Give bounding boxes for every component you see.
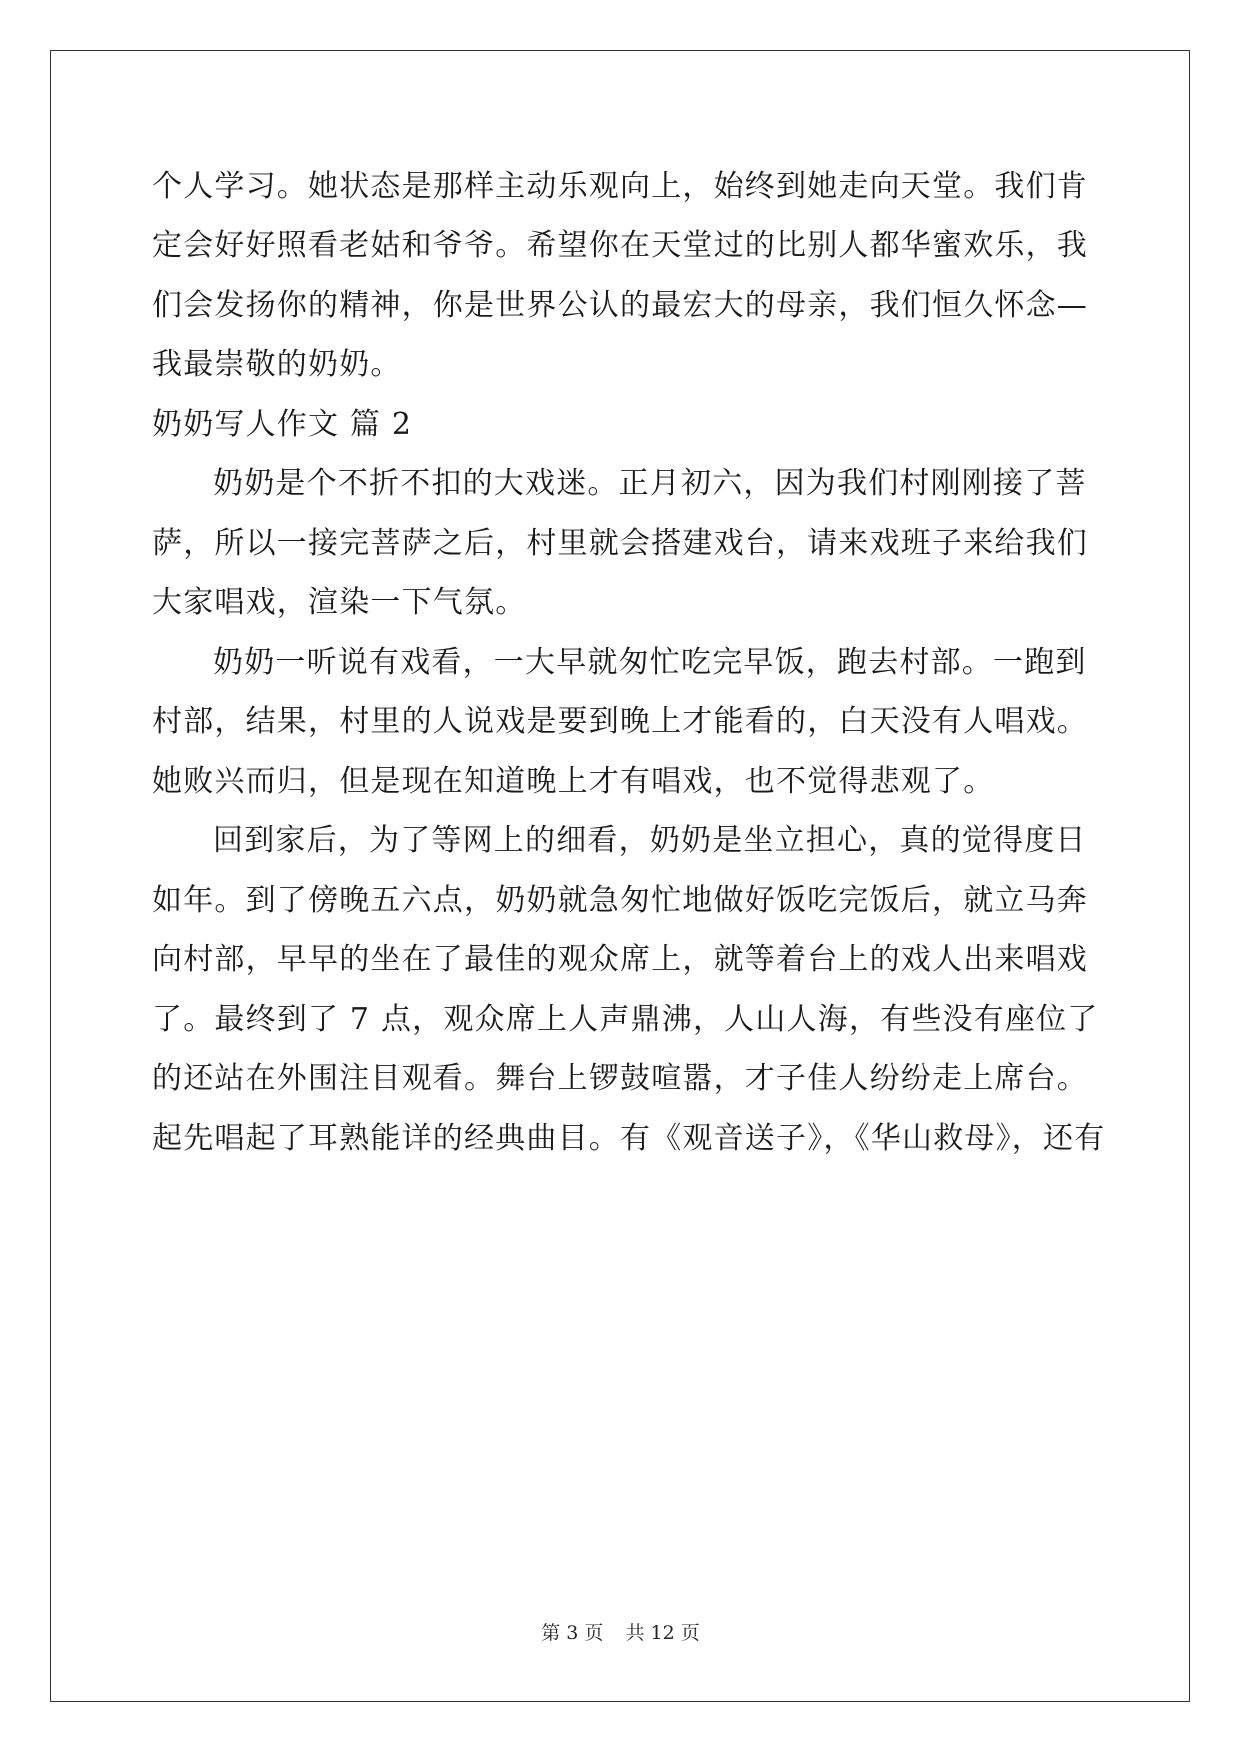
body-text-line: 我最崇敬的奶奶。 [152, 347, 402, 382]
section-heading: 奶奶写人作文 篇 2 [152, 407, 413, 442]
page-footer [0, 1618, 1241, 1645]
body-text-line: 她败兴而归，但是现在知道晚上才有唱戏，也不觉得悲观了。 [152, 764, 995, 799]
body-text-line: 大家唱戏，渲染一下气氛。 [152, 585, 527, 620]
body-text-line: 村部，结果，村里的人说戏是要到晚上才能看的，白天没有人唱戏。 [152, 704, 1088, 739]
body-text-line: 向村部，早早的坐在了最佳的观众席上，就等着台上的戏人出来唱戏 [152, 942, 1088, 977]
body-text-line: 定会好好照看老姑和爷爷。希望你在天堂过的比别人都华蜜欢乐，我 [152, 228, 1088, 263]
page-number: 第 3 页 [541, 1622, 604, 1644]
body-text-line: 萨，所以一接完菩萨之后，村里就会搭建戏台，请来戏班子来给我们 [152, 526, 1088, 561]
body-text-line: 如年。到了傍晚五六点，奶奶就急匆忙地做好饭吃完饭后，就立马奔 [152, 883, 1088, 918]
paragraph-first-line: 奶奶一听说有戏看，一大早就匆忙吃完早饭，跑去村部。一跑到 [213, 645, 1087, 680]
body-text-line: 了。最终到了 7 点，观众席上人声鼎沸，人山人海，有些没有座位了 [152, 1002, 1099, 1037]
body-text-line: 个人学习。她状态是那样主动乐观向上，始终到她走向天堂。我们肯 [152, 169, 1088, 204]
page-total: 共 12 页 [625, 1622, 700, 1644]
paragraph-first-line: 回到家后，为了等网上的细看，奶奶是坐立担心，真的觉得度日 [213, 823, 1087, 858]
body-text-line: 们会发扬你的精神，你是世界公认的最宏大的母亲，我们恒久怀念— [152, 288, 1088, 323]
body-text-line: 起先唱起了耳熟能详的经典曲目。有《观音送子》，《华山救母》，还有 [152, 1121, 1106, 1156]
paragraph-first-line: 奶奶是个不折不扣的大戏迷。正月初六，因为我们村刚刚接了菩 [213, 466, 1087, 501]
body-text-line: 的还站在外围注目观看。舞台上锣鼓喧嚣，才子佳人纷纷走上席台。 [152, 1061, 1088, 1096]
